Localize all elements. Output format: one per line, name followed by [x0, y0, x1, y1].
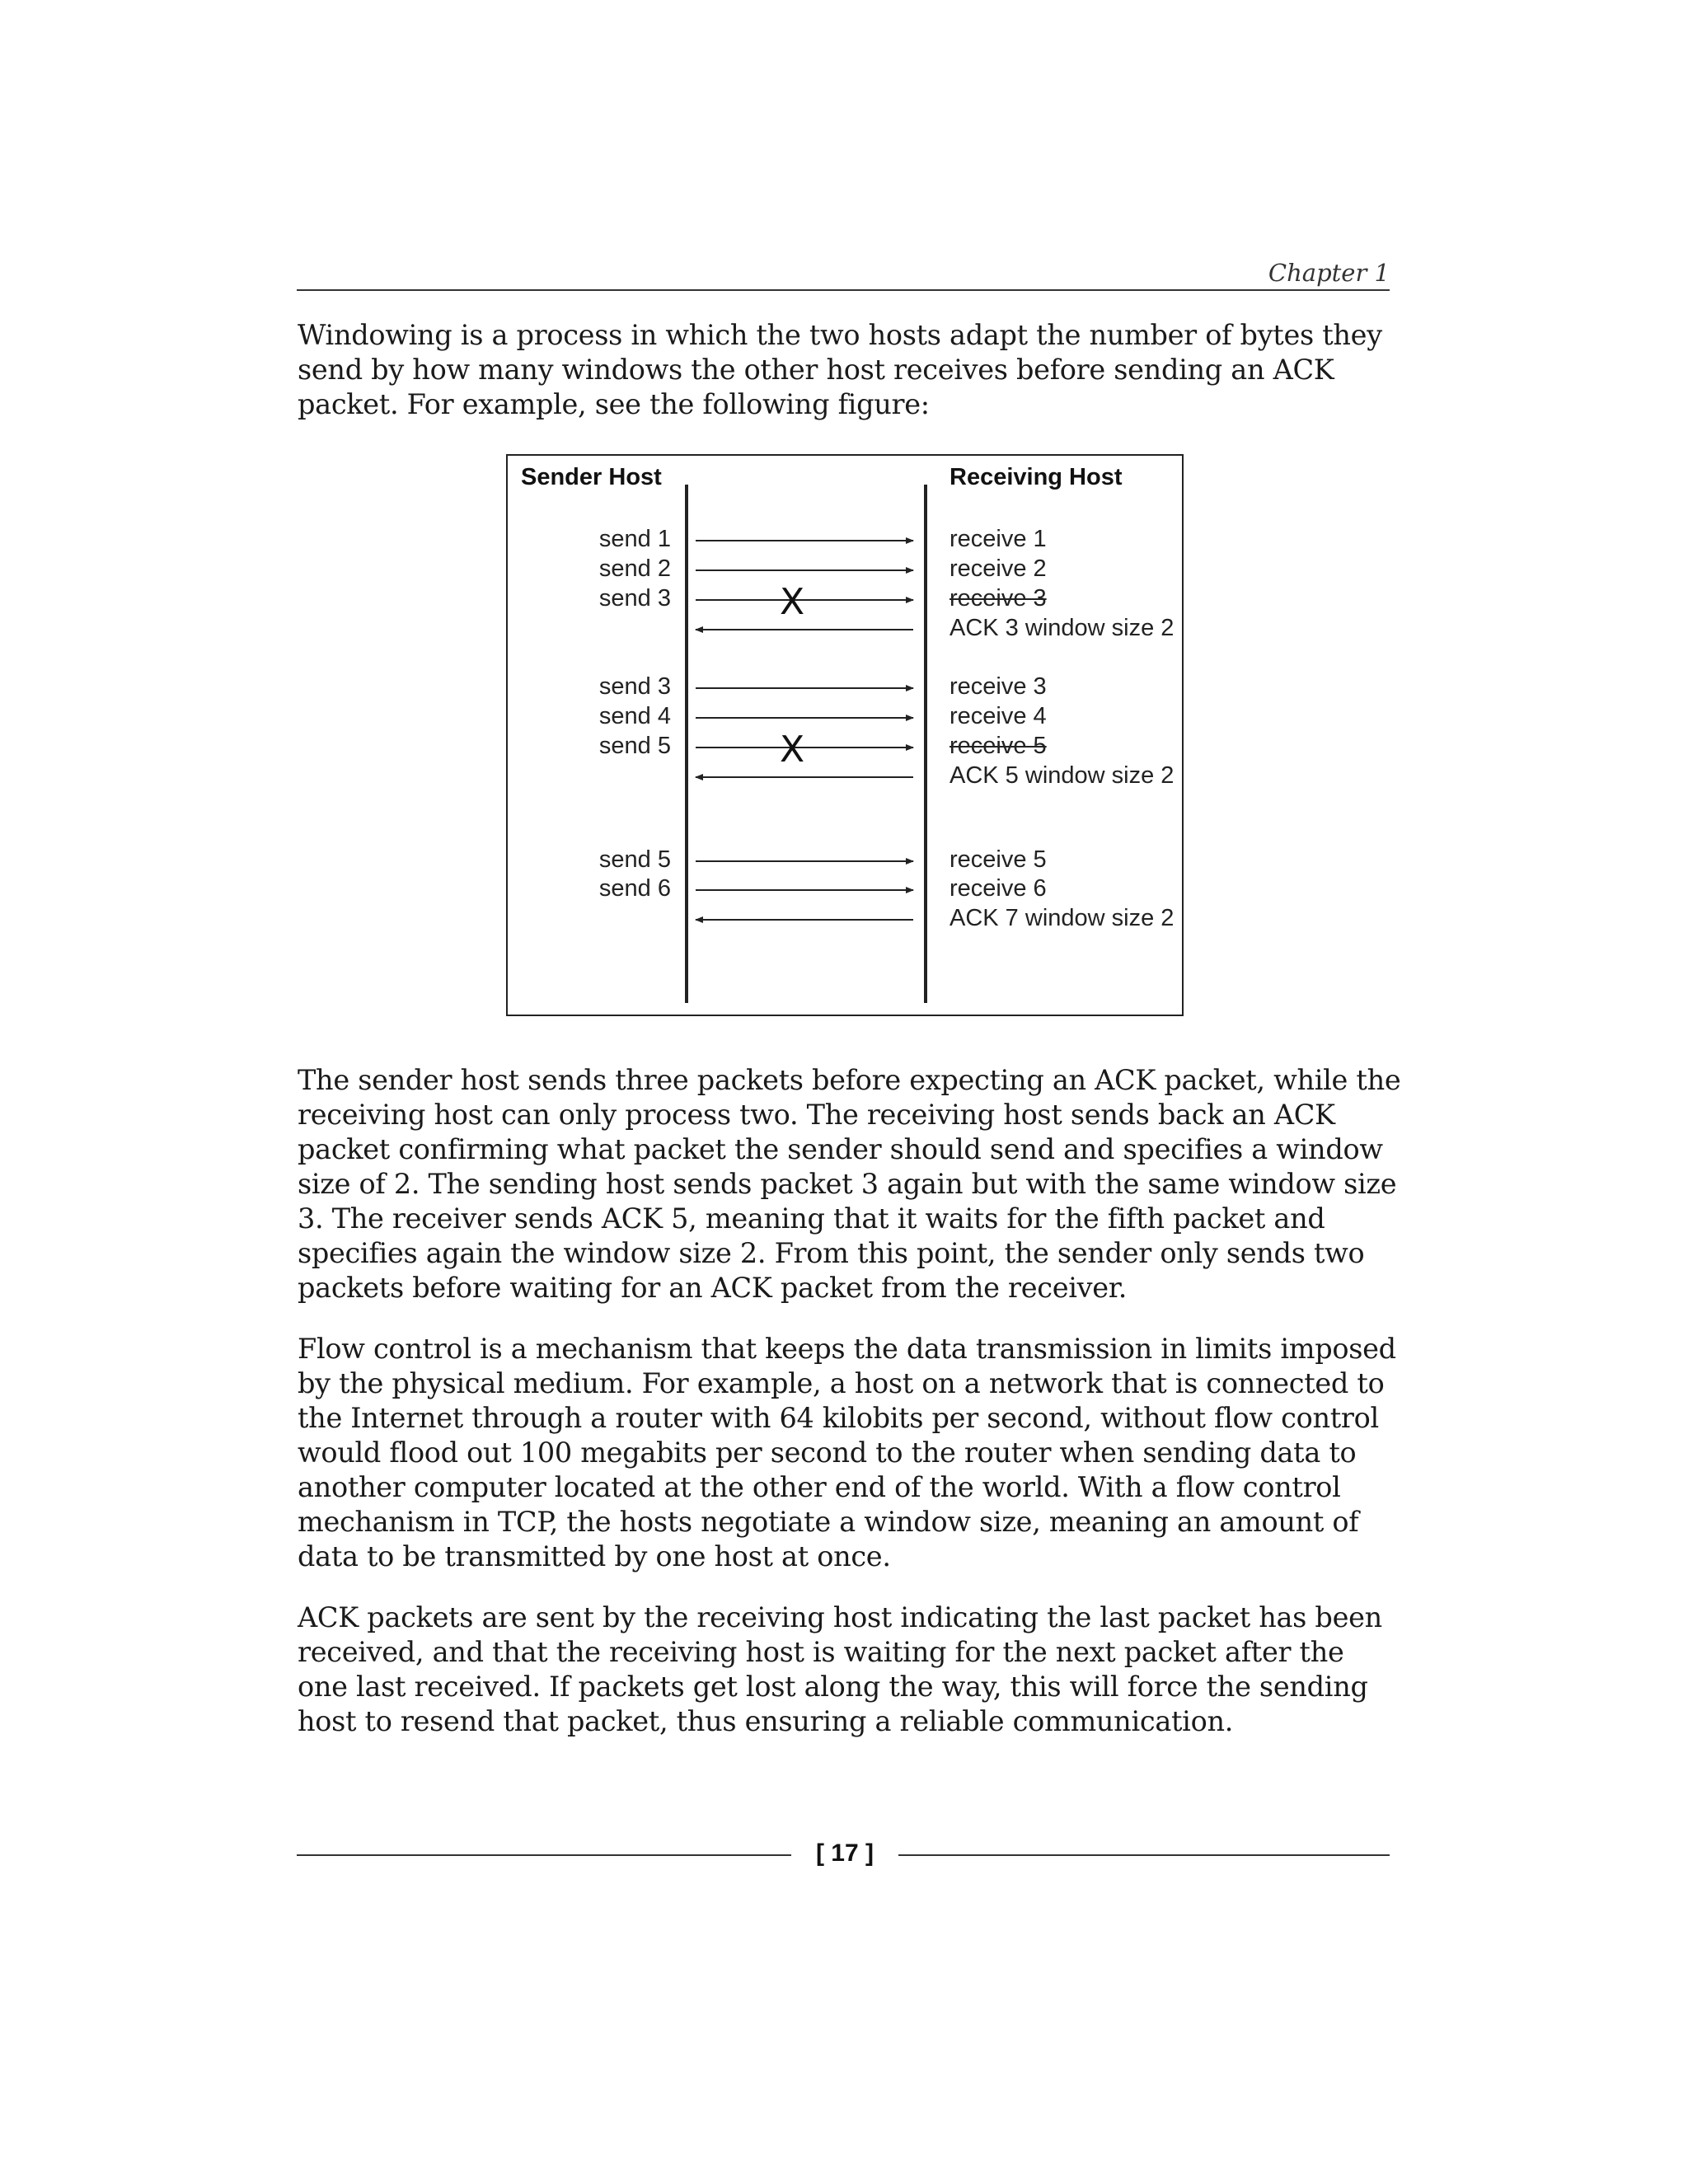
ack-label: ACK 7 window size 2	[950, 905, 1175, 931]
send-label: send 2	[598, 555, 671, 582]
page-number: [ 17 ]	[815, 1840, 874, 1867]
send-label: send 4	[598, 703, 671, 729]
receiving-host-title: Receiving Host	[950, 464, 1123, 490]
lost-packet-marker: X	[780, 729, 805, 771]
receive-label-lost: receive 3	[950, 585, 1047, 612]
receive-label: receive 1	[950, 526, 1047, 552]
send-label: send 5	[598, 846, 671, 873]
send-label: send 5	[598, 733, 671, 759]
send-label: send 1	[598, 526, 671, 552]
receive-label-lost: receive 5	[950, 733, 1047, 759]
windowing-figure	[506, 454, 1184, 1016]
lost-packet-marker: X	[780, 581, 805, 623]
footer-rule-right	[898, 1854, 1390, 1856]
paragraph-flow-control: Flow control is a mechanism that keeps the data transmission in limits imposed by the physical medium. For example, a host on a network that is connected to the Internet through a router with 64 kilobits per second, without flow control would flood out 100 megabits per second to the router when sending data to another computer located at the other end of the world. With a flow control mechanism in TCP, the hosts negotiate a window size, meaning an amount of data to be transmitted by one host at once.	[298, 1333, 1396, 1572]
ack-label: ACK 5 window size 2	[950, 762, 1175, 789]
receive-label: receive 3	[950, 673, 1047, 700]
receive-label: receive 2	[950, 555, 1047, 582]
receive-label: receive 5	[950, 846, 1047, 873]
receive-label: receive 4	[950, 703, 1047, 729]
chapter-label: Chapter 1	[1268, 259, 1390, 287]
paragraph-intro: Windowing is a process in which the two hosts adapt the number of bytes they send by how many windows the other host receives before sending an ACK packet. For example, see the following figure:	[298, 319, 1382, 420]
ack-label: ACK 3 window size 2	[950, 615, 1175, 641]
send-label: send 3	[598, 673, 671, 700]
header-rule	[297, 289, 1390, 291]
receive-label: receive 6	[950, 875, 1047, 902]
footer-rule-left	[297, 1854, 791, 1856]
send-label: send 6	[598, 875, 671, 902]
paragraph-explanation: The sender host sends three packets before expecting an ACK packet, while the receiving host can only process two. The receiving host sends back an ACK packet confirming what packet the sender should send and specifies a window size of 2. The sending host sends packet 3 again but with the same window size 3. The receiver sends ACK 5, meaning that it waits for the fifth packet and specifies again the window size 2. From this point, the sender only sends two packets before waiting for an ACK packet from the receiver.	[298, 1064, 1401, 1304]
send-label: send 3	[598, 585, 671, 612]
sender-host-title: Sender Host	[521, 464, 662, 490]
paragraph-ack: ACK packets are sent by the receiving host indicating the last packet has been received, and that the receiving host is waiting for the next packet after the one last received. If packets get lost along the way, this will force the sending host to resend that packet, thus ensuring a reliable communication.	[298, 1601, 1382, 1737]
